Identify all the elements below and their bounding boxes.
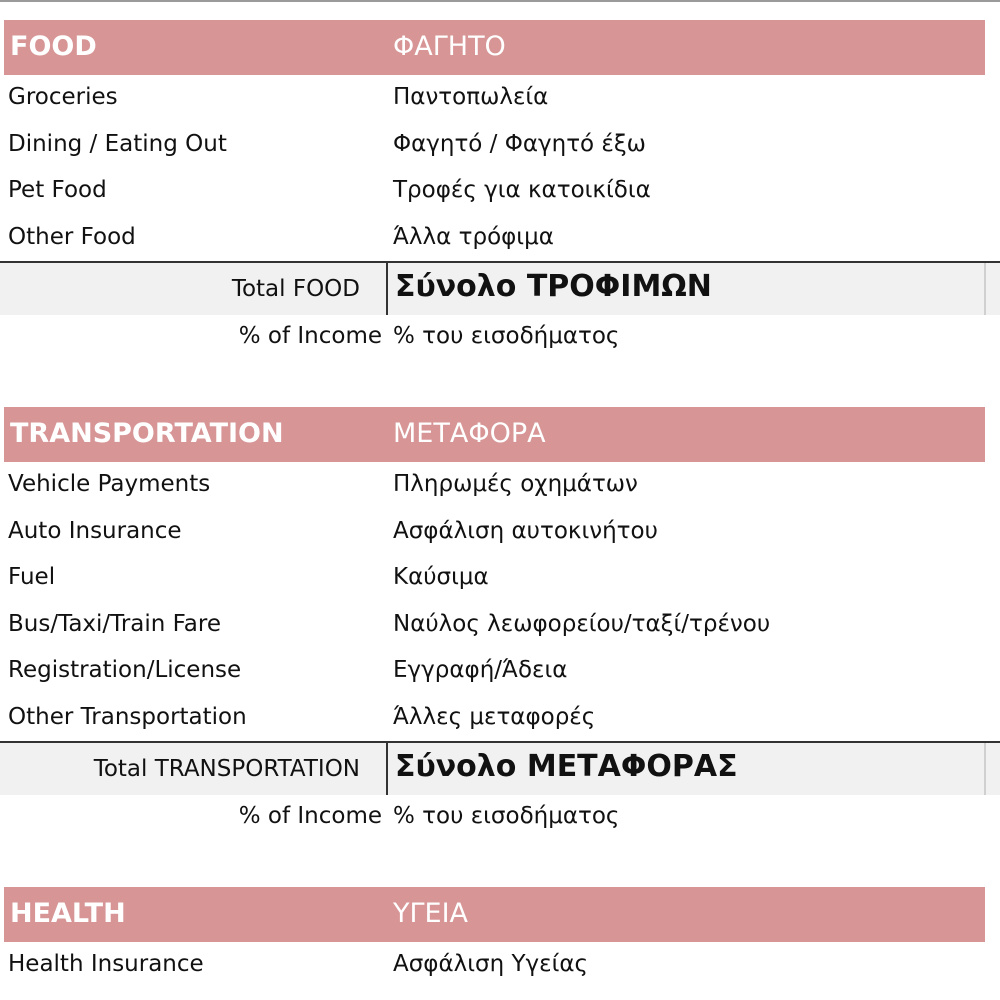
percent-label-gr: % του εισοδήματος (393, 803, 620, 829)
section-food (0, 20, 1000, 361)
item-label-gr: Καύσιμα (393, 564, 489, 590)
cell-edge (984, 743, 986, 795)
item-label-en: Pet Food (8, 177, 107, 203)
item-label-en: Registration/License (8, 657, 242, 683)
item-label-en: Other Food (8, 223, 136, 250)
item-label-gr: Ναύλος λεωφορείου/ταξί/τρένου (393, 610, 771, 637)
total-label-gr: Σύνολο ΤΡΟΦΙΜΩΝ (395, 269, 712, 304)
table-row[interactable] (0, 168, 1000, 215)
table-row[interactable] (0, 462, 1000, 509)
item-label-gr: Τροφές για κατοικίδια (393, 177, 651, 203)
item-label-en: Vehicle Payments (8, 471, 211, 497)
section-title-en: TRANSPORTATION (10, 418, 284, 449)
section-header[interactable] (4, 407, 985, 462)
section-title-en: HEALTH (10, 898, 126, 929)
item-label-en: Other Transportation (8, 703, 247, 730)
item-label-gr: Πληρωμές οχημάτων (393, 471, 638, 497)
table-row[interactable] (0, 602, 1000, 649)
item-label-gr: Ασφάλιση Υγείας (393, 951, 589, 977)
section-title-gr: ΥΓΕΙΑ (393, 898, 469, 929)
item-label-en: Auto Insurance (8, 517, 182, 544)
item-label-gr: Ασφάλιση αυτοκινήτου (393, 517, 658, 544)
item-label-gr: Άλλες μεταφορές (393, 703, 596, 730)
cell-edge (984, 263, 986, 315)
table-row[interactable] (0, 648, 1000, 695)
total-row[interactable] (0, 741, 1000, 795)
item-label-en: Groceries (8, 84, 118, 110)
total-label-gr: Σύνολο ΜΕΤΑΦΟΡΑΣ (395, 749, 738, 784)
section-title-gr: ΦΑΓΗΤΟ (393, 31, 506, 62)
item-label-en: Dining / Eating Out (8, 130, 227, 157)
percent-label-en: % of Income (238, 803, 382, 829)
table-row[interactable] (0, 695, 1000, 742)
total-label-en: Total TRANSPORTATION (93, 756, 360, 782)
item-label-gr: Φαγητό / Φαγητό έξω (393, 130, 646, 157)
table-row[interactable] (0, 75, 1000, 122)
item-label-en: Fuel (8, 564, 56, 590)
section-header[interactable] (4, 887, 985, 942)
total-row[interactable] (0, 261, 1000, 315)
section-header[interactable] (4, 20, 985, 75)
table-row[interactable] (0, 942, 1000, 989)
cell-divider (386, 263, 388, 315)
section-health (0, 887, 1000, 989)
item-label-en: Health Insurance (8, 951, 204, 977)
table-row[interactable] (0, 215, 1000, 262)
section-title-gr: ΜΕΤΑΦΟΡΑ (393, 418, 546, 449)
table-row[interactable] (0, 122, 1000, 169)
table-row[interactable] (0, 555, 1000, 602)
percent-label-en: % of Income (238, 323, 382, 349)
percent-row[interactable] (0, 795, 1000, 841)
item-label-gr: Παντοπωλεία (393, 84, 549, 110)
total-label-en: Total FOOD (231, 276, 360, 302)
item-label-gr: Άλλα τρόφιμα (393, 223, 554, 250)
cell-divider (386, 743, 388, 795)
table-row[interactable] (0, 509, 1000, 556)
section-transportation (0, 407, 1000, 841)
percent-label-gr: % του εισοδήματος (393, 323, 620, 349)
item-label-en: Bus/Taxi/Train Fare (8, 610, 221, 637)
item-label-gr: Εγγραφή/Άδεια (393, 657, 568, 683)
percent-row[interactable] (0, 315, 1000, 361)
section-title-en: FOOD (10, 31, 97, 62)
